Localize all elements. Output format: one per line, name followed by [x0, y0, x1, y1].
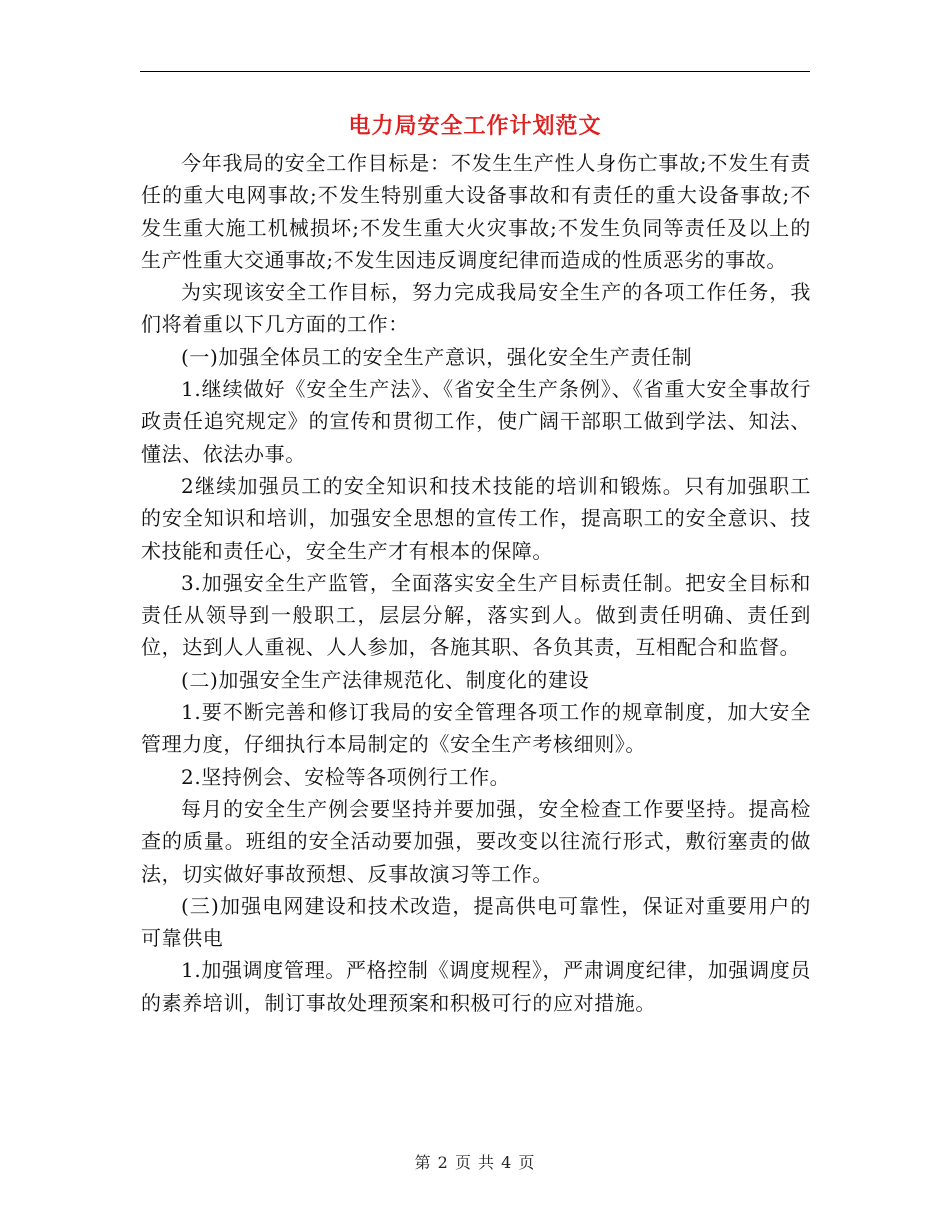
document-title: 电力局安全工作计划范文 [348, 113, 602, 139]
document-body [141, 147, 811, 1019]
section-heading-2: (二)加强安全生产法律规范化、制度化的建设 [181, 667, 590, 692]
section-heading-3: (三)加强电网建设和技术改造，提高供电可靠性，保证对重要用户的可靠供电 [141, 893, 811, 951]
paragraph-2: 为实现该安全工作目标，努力完成我局安全生产的各项工作任务，我们将着重以下几方面的工作： [141, 280, 811, 337]
page-number: 第 2 页 共 4 页 [414, 1153, 536, 1172]
paragraph-4: 2继续加强员工的安全知识和技术技能的培训和锻炼。只有加强职工的安全知识和培训，加强安全思想的宣传工作，提高职工的安全意识、技术技能和责任心，安全生产才有根本的保障。 [141, 473, 811, 563]
paragraph-3: 1.继续做好《安全生产法》、《省安全生产条例》、《省重大安全事故行政责任追究规定》的宣传和贯彻工作，使广阔干部职工做到学法、知法、懂法、依法办事。 [141, 377, 811, 466]
section-heading-1: (一)加强全体员工的安全生产意识，强化安全生产责任制 [181, 344, 693, 369]
paragraph-5: 3.加强安全生产监管，全面落实安全生产目标责任制。把安全目标和责任从领导到一般职工，层层分解，落实到人。做到责任明确、责任到位，达到人人重视、人人参加，各施其职、各负其责，互相配合和监督。 [141, 570, 811, 660]
paragraph-7: 2.坚持例会、安检等各项例行工作。 [181, 764, 511, 789]
paragraph-8: 每月的安全生产例会要坚持并要加强，安全检查工作要坚持。提高检查的质量。班组的安全活动要加强，要改变以往流行形式，敷衍塞责的做法，切实做好事故预想、反事故演习等工作。 [141, 796, 811, 886]
header-rule [140, 71, 810, 72]
paragraph-9: 1.加强调度管理。严格控制《调度规程》，严肃调度纪律，加强调度员的素养培训，制订事故处理预案和积极可行的应对措施。 [141, 958, 811, 1015]
paragraph-6: 1.要不断完善和修订我局的安全管理各项工作的规章制度，加大安全管理力度，仔细执行本局制定的《安全生产考核细则》。 [141, 700, 811, 757]
paragraph-1: 今年我局的安全工作目标是：不发生生产性人身伤亡事故;不发生有责任的重大电网事故;不发生特别重大设备事故和有责任的重大设备事故;不发生重大施工机械损坏;不发生重大火灾事故;不发生负同等责任及以上的生产性重大交通事故;不发生因违反调度纪律而造成的性质恶劣的事故。 [141, 151, 811, 272]
